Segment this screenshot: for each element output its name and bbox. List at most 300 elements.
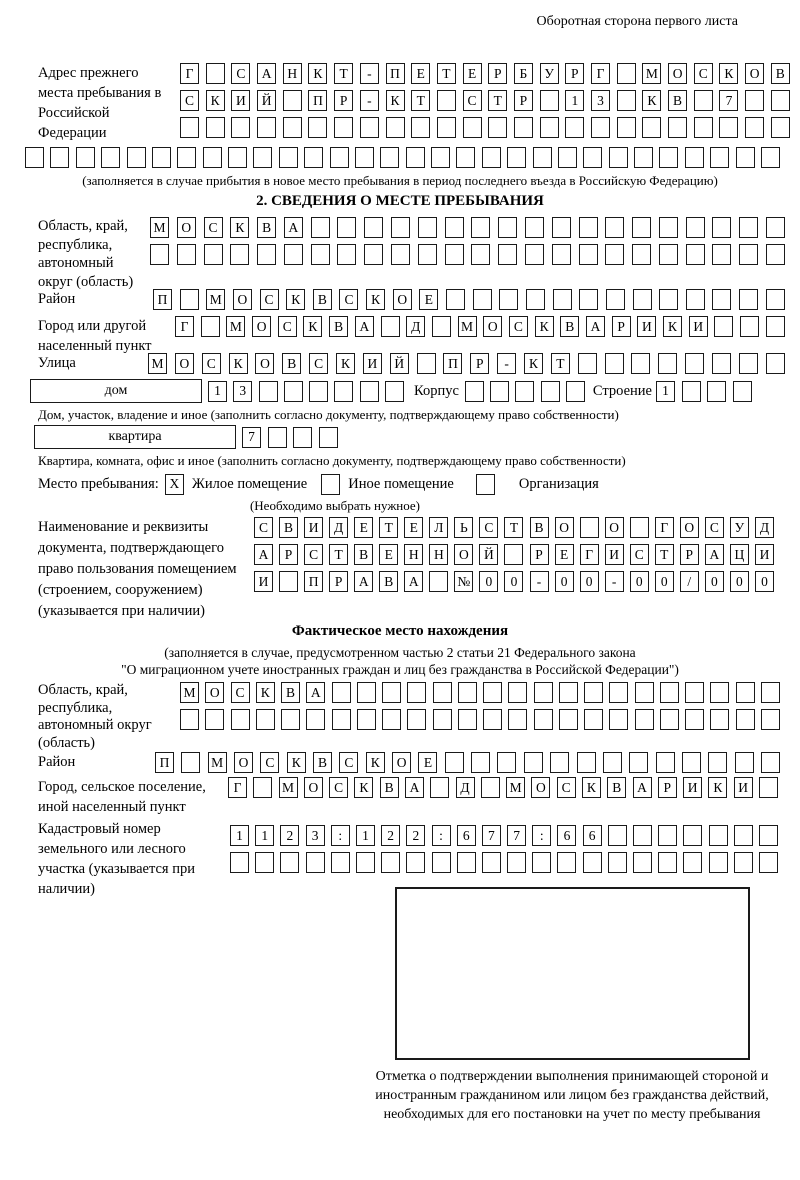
char-cell[interactable] bbox=[761, 682, 780, 703]
char-cell[interactable]: В bbox=[771, 63, 790, 84]
char-cell[interactable]: Р bbox=[470, 353, 489, 374]
char-cell[interactable] bbox=[152, 147, 171, 168]
char-cell[interactable] bbox=[734, 825, 753, 846]
char-cell[interactable]: П bbox=[386, 63, 405, 84]
char-cell[interactable]: В bbox=[379, 571, 398, 592]
char-cell[interactable]: О bbox=[605, 517, 624, 538]
char-cell[interactable] bbox=[304, 147, 323, 168]
char-cell[interactable] bbox=[739, 217, 758, 238]
char-cell[interactable]: А bbox=[306, 682, 325, 703]
char-cell[interactable]: К bbox=[256, 682, 275, 703]
char-cell[interactable] bbox=[306, 709, 325, 730]
char-cell[interactable] bbox=[332, 709, 351, 730]
char-cell[interactable] bbox=[284, 381, 303, 402]
char-cell[interactable] bbox=[406, 852, 425, 873]
char-cell[interactable]: 0 bbox=[655, 571, 674, 592]
char-cell[interactable]: И bbox=[363, 353, 382, 374]
char-cell[interactable] bbox=[334, 117, 353, 138]
char-cell[interactable]: Р bbox=[530, 544, 549, 565]
char-cell[interactable]: 1 bbox=[565, 90, 584, 111]
char-cell[interactable] bbox=[735, 752, 754, 773]
char-cell[interactable] bbox=[256, 709, 275, 730]
char-cell[interactable] bbox=[311, 217, 330, 238]
char-cell[interactable] bbox=[736, 709, 755, 730]
char-cell[interactable]: К bbox=[524, 353, 543, 374]
char-cell[interactable] bbox=[658, 825, 677, 846]
char-cell[interactable] bbox=[476, 474, 495, 495]
char-cell[interactable] bbox=[483, 709, 502, 730]
char-cell[interactable] bbox=[507, 852, 526, 873]
char-cell[interactable] bbox=[127, 147, 146, 168]
char-cell[interactable] bbox=[550, 752, 569, 773]
char-cell[interactable]: - bbox=[497, 353, 516, 374]
char-cell[interactable]: Т bbox=[488, 90, 507, 111]
char-cell[interactable] bbox=[605, 353, 624, 374]
char-cell[interactable]: И bbox=[304, 517, 323, 538]
char-cell[interactable]: 0 bbox=[705, 571, 724, 592]
char-cell[interactable] bbox=[457, 852, 476, 873]
char-cell[interactable] bbox=[579, 289, 598, 310]
char-cell[interactable]: А bbox=[254, 544, 273, 565]
char-cell[interactable] bbox=[761, 752, 780, 773]
char-cell[interactable] bbox=[445, 217, 464, 238]
char-cell[interactable] bbox=[659, 289, 678, 310]
char-cell[interactable] bbox=[445, 752, 464, 773]
char-cell[interactable] bbox=[456, 147, 475, 168]
char-cell[interactable] bbox=[608, 825, 627, 846]
char-cell[interactable] bbox=[337, 217, 356, 238]
char-cell[interactable]: М bbox=[458, 316, 477, 337]
char-cell[interactable] bbox=[632, 244, 651, 265]
char-cell[interactable]: К bbox=[308, 63, 327, 84]
char-cell[interactable] bbox=[204, 244, 223, 265]
char-cell[interactable] bbox=[481, 777, 500, 798]
char-cell[interactable] bbox=[25, 147, 44, 168]
char-cell[interactable]: М bbox=[506, 777, 525, 798]
char-cell[interactable] bbox=[633, 825, 652, 846]
char-cell[interactable]: Е bbox=[379, 544, 398, 565]
char-cell[interactable] bbox=[101, 147, 120, 168]
char-cell[interactable]: А bbox=[354, 571, 373, 592]
char-cell[interactable]: - bbox=[605, 571, 624, 592]
char-cell[interactable] bbox=[683, 852, 702, 873]
char-cell[interactable]: Е bbox=[418, 752, 437, 773]
char-cell[interactable] bbox=[432, 852, 451, 873]
char-cell[interactable] bbox=[558, 147, 577, 168]
char-cell[interactable] bbox=[617, 63, 636, 84]
char-cell[interactable]: Е bbox=[411, 63, 430, 84]
char-cell[interactable]: С bbox=[254, 517, 273, 538]
char-cell[interactable]: 2 bbox=[280, 825, 299, 846]
char-cell[interactable] bbox=[279, 571, 298, 592]
char-cell[interactable]: 0 bbox=[580, 571, 599, 592]
char-cell[interactable] bbox=[255, 852, 274, 873]
char-cell[interactable] bbox=[391, 217, 410, 238]
char-cell[interactable]: О bbox=[205, 682, 224, 703]
char-cell[interactable]: М bbox=[208, 752, 227, 773]
char-cell[interactable] bbox=[605, 244, 624, 265]
char-cell[interactable]: С bbox=[231, 682, 250, 703]
char-cell[interactable]: О bbox=[392, 752, 411, 773]
char-cell[interactable]: О bbox=[233, 289, 252, 310]
char-cell[interactable] bbox=[584, 682, 603, 703]
char-cell[interactable] bbox=[268, 427, 287, 448]
char-cell[interactable] bbox=[279, 147, 298, 168]
char-cell[interactable]: О bbox=[177, 217, 196, 238]
char-cell[interactable]: П bbox=[155, 752, 174, 773]
char-cell[interactable] bbox=[230, 852, 249, 873]
char-cell[interactable]: Р bbox=[514, 90, 533, 111]
char-cell[interactable]: С bbox=[694, 63, 713, 84]
char-cell[interactable] bbox=[311, 244, 330, 265]
char-cell[interactable] bbox=[382, 682, 401, 703]
char-cell[interactable] bbox=[553, 289, 572, 310]
char-cell[interactable] bbox=[418, 244, 437, 265]
char-cell[interactable]: К bbox=[206, 90, 225, 111]
char-cell[interactable] bbox=[499, 289, 518, 310]
char-cell[interactable]: В bbox=[257, 217, 276, 238]
char-cell[interactable] bbox=[231, 709, 250, 730]
char-cell[interactable] bbox=[633, 852, 652, 873]
char-cell[interactable]: В bbox=[281, 682, 300, 703]
char-cell[interactable] bbox=[497, 752, 516, 773]
char-cell[interactable] bbox=[206, 63, 225, 84]
char-cell[interactable] bbox=[458, 709, 477, 730]
char-cell[interactable] bbox=[659, 147, 678, 168]
char-cell[interactable]: О bbox=[555, 517, 574, 538]
char-cell[interactable] bbox=[552, 217, 571, 238]
char-cell[interactable] bbox=[745, 117, 764, 138]
char-cell[interactable] bbox=[559, 709, 578, 730]
char-cell[interactable]: И bbox=[637, 316, 656, 337]
char-cell[interactable] bbox=[319, 427, 338, 448]
char-cell[interactable]: Г bbox=[580, 544, 599, 565]
char-cell[interactable]: 0 bbox=[479, 571, 498, 592]
char-cell[interactable] bbox=[710, 682, 729, 703]
char-cell[interactable]: О bbox=[531, 777, 550, 798]
char-cell[interactable] bbox=[745, 90, 764, 111]
char-cell[interactable] bbox=[559, 682, 578, 703]
char-cell[interactable]: С bbox=[309, 353, 328, 374]
char-cell[interactable]: - bbox=[360, 90, 379, 111]
char-cell[interactable] bbox=[391, 244, 410, 265]
char-cell[interactable] bbox=[659, 244, 678, 265]
char-cell[interactable]: О bbox=[393, 289, 412, 310]
char-cell[interactable]: О bbox=[252, 316, 271, 337]
char-cell[interactable] bbox=[759, 825, 778, 846]
char-cell[interactable]: Т bbox=[551, 353, 570, 374]
char-cell[interactable]: Р bbox=[329, 571, 348, 592]
char-cell[interactable] bbox=[608, 852, 627, 873]
char-cell[interactable] bbox=[334, 381, 353, 402]
char-cell[interactable] bbox=[446, 289, 465, 310]
char-cell[interactable] bbox=[694, 117, 713, 138]
char-cell[interactable]: 1 bbox=[356, 825, 375, 846]
char-cell[interactable]: Л bbox=[429, 517, 448, 538]
char-cell[interactable] bbox=[579, 244, 598, 265]
char-cell[interactable] bbox=[525, 244, 544, 265]
char-cell[interactable]: : bbox=[331, 825, 350, 846]
char-cell[interactable] bbox=[50, 147, 69, 168]
char-cell[interactable] bbox=[617, 117, 636, 138]
char-cell[interactable] bbox=[766, 289, 785, 310]
char-cell[interactable]: С bbox=[557, 777, 576, 798]
char-cell[interactable] bbox=[635, 709, 654, 730]
char-cell[interactable]: 1 bbox=[255, 825, 274, 846]
char-cell[interactable] bbox=[259, 381, 278, 402]
char-cell[interactable] bbox=[433, 709, 452, 730]
char-cell[interactable]: М bbox=[206, 289, 225, 310]
char-cell[interactable]: 3 bbox=[591, 90, 610, 111]
char-cell[interactable] bbox=[660, 682, 679, 703]
char-cell[interactable]: В bbox=[329, 316, 348, 337]
char-cell[interactable] bbox=[433, 682, 452, 703]
char-cell[interactable] bbox=[524, 752, 543, 773]
char-cell[interactable]: 0 bbox=[755, 571, 774, 592]
char-cell[interactable]: К bbox=[229, 353, 248, 374]
char-cell[interactable]: / bbox=[680, 571, 699, 592]
char-cell[interactable]: С bbox=[630, 544, 649, 565]
char-cell[interactable]: 2 bbox=[381, 825, 400, 846]
char-cell[interactable] bbox=[577, 752, 596, 773]
char-cell[interactable] bbox=[540, 90, 559, 111]
char-cell[interactable]: П bbox=[304, 571, 323, 592]
char-cell[interactable]: 2 bbox=[406, 825, 425, 846]
char-cell[interactable]: 0 bbox=[504, 571, 523, 592]
char-cell[interactable] bbox=[712, 353, 731, 374]
char-cell[interactable]: Й bbox=[479, 544, 498, 565]
char-cell[interactable]: С bbox=[509, 316, 528, 337]
char-cell[interactable] bbox=[280, 852, 299, 873]
char-cell[interactable] bbox=[712, 217, 731, 238]
char-cell[interactable]: Г bbox=[228, 777, 247, 798]
char-cell[interactable] bbox=[686, 244, 705, 265]
char-cell[interactable]: Т bbox=[329, 544, 348, 565]
char-cell[interactable] bbox=[205, 709, 224, 730]
char-cell[interactable] bbox=[356, 852, 375, 873]
char-cell[interactable] bbox=[482, 852, 501, 873]
char-cell[interactable] bbox=[584, 709, 603, 730]
char-cell[interactable] bbox=[181, 752, 200, 773]
char-cell[interactable] bbox=[355, 147, 374, 168]
char-cell[interactable] bbox=[609, 709, 628, 730]
char-cell[interactable] bbox=[429, 571, 448, 592]
char-cell[interactable]: В bbox=[282, 353, 301, 374]
char-cell[interactable]: 3 bbox=[306, 825, 325, 846]
char-cell[interactable]: Е bbox=[463, 63, 482, 84]
char-cell[interactable] bbox=[685, 353, 704, 374]
char-cell[interactable]: А bbox=[284, 217, 303, 238]
char-cell[interactable]: А bbox=[633, 777, 652, 798]
char-cell[interactable]: М bbox=[642, 63, 661, 84]
char-cell[interactable] bbox=[150, 244, 169, 265]
char-cell[interactable]: К bbox=[642, 90, 661, 111]
char-cell[interactable] bbox=[534, 709, 553, 730]
char-cell[interactable] bbox=[337, 244, 356, 265]
char-cell[interactable] bbox=[712, 289, 731, 310]
char-cell[interactable] bbox=[603, 752, 622, 773]
char-cell[interactable]: У bbox=[540, 63, 559, 84]
char-cell[interactable] bbox=[380, 147, 399, 168]
char-cell[interactable] bbox=[609, 147, 628, 168]
char-cell[interactable] bbox=[231, 117, 250, 138]
char-cell[interactable] bbox=[583, 852, 602, 873]
char-cell[interactable]: С bbox=[339, 289, 358, 310]
char-cell[interactable] bbox=[686, 217, 705, 238]
char-cell[interactable]: Д bbox=[329, 517, 348, 538]
char-cell[interactable] bbox=[417, 353, 436, 374]
char-cell[interactable] bbox=[740, 316, 759, 337]
char-cell[interactable] bbox=[411, 117, 430, 138]
char-cell[interactable] bbox=[709, 852, 728, 873]
char-cell[interactable] bbox=[507, 147, 526, 168]
char-cell[interactable] bbox=[761, 709, 780, 730]
char-cell[interactable]: А bbox=[404, 571, 423, 592]
char-cell[interactable]: 0 bbox=[555, 571, 574, 592]
char-cell[interactable]: Н bbox=[283, 63, 302, 84]
char-cell[interactable] bbox=[658, 353, 677, 374]
char-cell[interactable] bbox=[465, 381, 484, 402]
char-cell[interactable]: X bbox=[165, 474, 184, 495]
char-cell[interactable] bbox=[293, 427, 312, 448]
char-cell[interactable]: Ц bbox=[730, 544, 749, 565]
char-cell[interactable] bbox=[557, 852, 576, 873]
char-cell[interactable] bbox=[526, 289, 545, 310]
char-cell[interactable] bbox=[771, 117, 790, 138]
char-cell[interactable]: В bbox=[530, 517, 549, 538]
char-cell[interactable] bbox=[761, 147, 780, 168]
char-cell[interactable] bbox=[253, 777, 272, 798]
char-cell[interactable]: - bbox=[530, 571, 549, 592]
char-cell[interactable] bbox=[515, 381, 534, 402]
char-cell[interactable]: Р bbox=[565, 63, 584, 84]
char-cell[interactable] bbox=[283, 117, 302, 138]
char-cell[interactable] bbox=[710, 147, 729, 168]
char-cell[interactable]: В bbox=[354, 544, 373, 565]
char-cell[interactable] bbox=[580, 517, 599, 538]
char-cell[interactable] bbox=[76, 147, 95, 168]
char-cell[interactable] bbox=[308, 117, 327, 138]
char-cell[interactable]: К bbox=[582, 777, 601, 798]
char-cell[interactable]: Е bbox=[555, 544, 574, 565]
char-cell[interactable] bbox=[685, 709, 704, 730]
char-cell[interactable] bbox=[766, 316, 785, 337]
char-cell[interactable] bbox=[508, 709, 527, 730]
char-cell[interactable]: Р bbox=[279, 544, 298, 565]
char-cell[interactable] bbox=[605, 217, 624, 238]
char-cell[interactable] bbox=[281, 709, 300, 730]
char-cell[interactable]: № bbox=[454, 571, 473, 592]
char-cell[interactable]: 7 bbox=[482, 825, 501, 846]
char-cell[interactable] bbox=[583, 147, 602, 168]
char-cell[interactable] bbox=[683, 825, 702, 846]
char-cell[interactable] bbox=[432, 316, 451, 337]
char-cell[interactable]: Б bbox=[514, 63, 533, 84]
char-cell[interactable] bbox=[203, 147, 222, 168]
char-cell[interactable] bbox=[514, 117, 533, 138]
char-cell[interactable] bbox=[682, 381, 701, 402]
char-cell[interactable]: К bbox=[366, 752, 385, 773]
char-cell[interactable]: К bbox=[354, 777, 373, 798]
char-cell[interactable] bbox=[463, 117, 482, 138]
char-cell[interactable] bbox=[228, 147, 247, 168]
char-cell[interactable]: С bbox=[339, 752, 358, 773]
char-cell[interactable] bbox=[508, 682, 527, 703]
char-cell[interactable]: Т bbox=[379, 517, 398, 538]
char-cell[interactable]: В bbox=[313, 752, 332, 773]
char-cell[interactable]: Т bbox=[655, 544, 674, 565]
char-cell[interactable] bbox=[714, 316, 733, 337]
char-cell[interactable]: И bbox=[755, 544, 774, 565]
char-cell[interactable] bbox=[381, 316, 400, 337]
char-cell[interactable] bbox=[437, 90, 456, 111]
char-cell[interactable] bbox=[201, 316, 220, 337]
char-cell[interactable]: В bbox=[560, 316, 579, 337]
char-cell[interactable] bbox=[177, 147, 196, 168]
char-cell[interactable] bbox=[360, 381, 379, 402]
char-cell[interactable]: : bbox=[432, 825, 451, 846]
char-cell[interactable] bbox=[766, 353, 785, 374]
char-cell[interactable]: А bbox=[405, 777, 424, 798]
char-cell[interactable] bbox=[534, 682, 553, 703]
char-cell[interactable]: С bbox=[180, 90, 199, 111]
char-cell[interactable] bbox=[712, 244, 731, 265]
char-cell[interactable]: О bbox=[668, 63, 687, 84]
char-cell[interactable]: С bbox=[260, 289, 279, 310]
char-cell[interactable] bbox=[771, 90, 790, 111]
char-cell[interactable]: 3 bbox=[233, 381, 252, 402]
char-cell[interactable]: Д bbox=[406, 316, 425, 337]
char-cell[interactable] bbox=[685, 682, 704, 703]
char-cell[interactable]: Н bbox=[429, 544, 448, 565]
char-cell[interactable] bbox=[532, 852, 551, 873]
char-cell[interactable] bbox=[471, 217, 490, 238]
char-cell[interactable] bbox=[473, 289, 492, 310]
char-cell[interactable]: С bbox=[329, 777, 348, 798]
char-cell[interactable]: С bbox=[204, 217, 223, 238]
char-cell[interactable] bbox=[591, 117, 610, 138]
char-cell[interactable] bbox=[541, 381, 560, 402]
char-cell[interactable] bbox=[364, 244, 383, 265]
char-cell[interactable] bbox=[736, 682, 755, 703]
char-cell[interactable] bbox=[445, 244, 464, 265]
char-cell[interactable] bbox=[733, 381, 752, 402]
char-cell[interactable]: С bbox=[463, 90, 482, 111]
char-cell[interactable]: Г bbox=[655, 517, 674, 538]
char-cell[interactable]: П bbox=[443, 353, 462, 374]
char-cell[interactable] bbox=[630, 517, 649, 538]
char-cell[interactable] bbox=[431, 147, 450, 168]
char-cell[interactable]: К bbox=[386, 90, 405, 111]
char-cell[interactable]: В bbox=[668, 90, 687, 111]
char-cell[interactable] bbox=[609, 682, 628, 703]
char-cell[interactable]: О bbox=[175, 353, 194, 374]
char-cell[interactable]: М bbox=[150, 217, 169, 238]
char-cell[interactable]: Р bbox=[658, 777, 677, 798]
char-cell[interactable] bbox=[332, 682, 351, 703]
char-cell[interactable]: 6 bbox=[457, 825, 476, 846]
char-cell[interactable]: Т bbox=[504, 517, 523, 538]
char-cell[interactable] bbox=[381, 852, 400, 873]
char-cell[interactable] bbox=[668, 117, 687, 138]
char-cell[interactable]: С bbox=[479, 517, 498, 538]
char-cell[interactable] bbox=[306, 852, 325, 873]
char-cell[interactable] bbox=[364, 217, 383, 238]
char-cell[interactable] bbox=[635, 682, 654, 703]
char-cell[interactable]: Р bbox=[488, 63, 507, 84]
char-cell[interactable] bbox=[634, 147, 653, 168]
char-cell[interactable]: Е bbox=[419, 289, 438, 310]
